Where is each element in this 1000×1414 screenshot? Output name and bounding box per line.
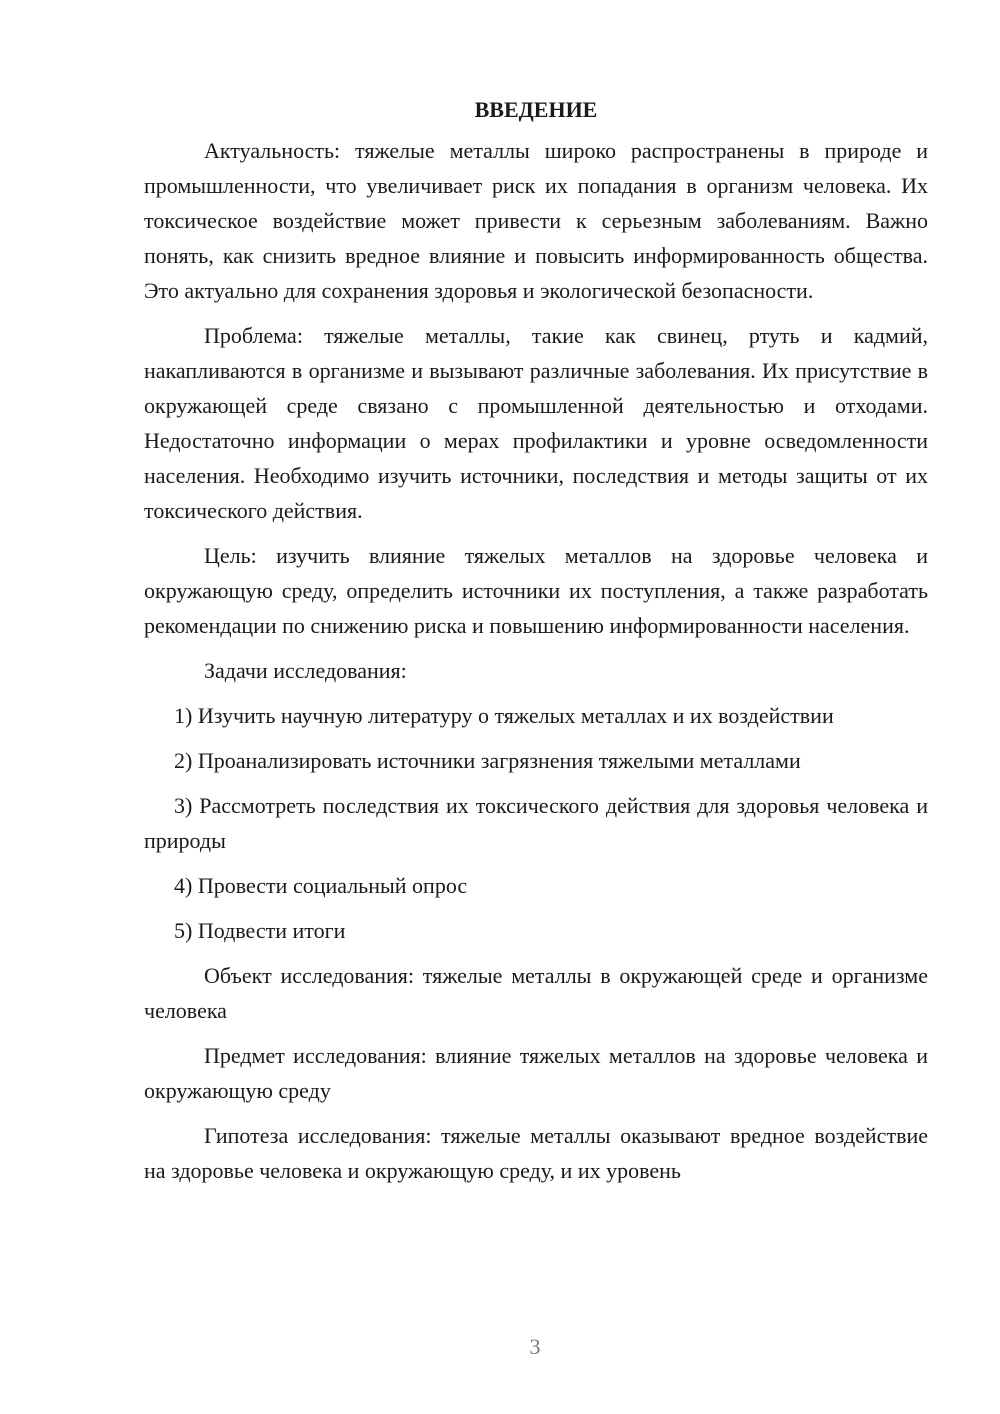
task-item: 1) Изучить научную литературу о тяжелых металлах и их воздействии bbox=[174, 703, 834, 728]
section-heading: ВВЕДЕНИЕ bbox=[474, 97, 598, 122]
task-item: 4) Провести социальный опрос bbox=[174, 873, 468, 898]
object-paragraph: Объект исследования: тяжелые металлы в окружающей среде и организме человека bbox=[144, 963, 928, 1023]
document-body bbox=[144, 92, 928, 1198]
task-item: 2) Проанализировать источники загрязнения тяжелыми металлами bbox=[174, 748, 801, 773]
goal-paragraph: Цель: изучить влияние тяжелых металлов на здоровье человека и окружающую среду, определить источники их поступления, а также разработать рекомендации по снижению риска и повышению информированности населения. bbox=[144, 543, 928, 638]
page-number: 3 bbox=[529, 1334, 541, 1359]
task-item: 5) Подвести итоги bbox=[174, 918, 346, 943]
tasks-title: Задачи исследования: bbox=[204, 658, 407, 683]
problem-paragraph: Проблема: тяжелые металлы, такие как свинец, ртуть и кадмий, накапливаются в организме и вызывают различные заболевания. Их присутствие в окружающей среде связано с промышленной деятельностью и отходами. Недостаточно информации о мерах профилактики и уровне осведомленности населения. Необходимо изучить источники, последствия и методы защиты от их токсического действия. bbox=[144, 323, 928, 523]
subject-paragraph: Предмет исследования: влияние тяжелых металлов на здоровье человека и окружающую среду bbox=[144, 1043, 928, 1103]
hypothesis-paragraph: Гипотеза исследования: тяжелые металлы оказывают вредное воздействие на здоровье человека и окружающую среду, и их уровень bbox=[144, 1123, 928, 1183]
task-item: 3) Рассмотреть последствия их токсического действия для здоровья человека и природы bbox=[144, 793, 928, 853]
relevance-paragraph: Актуальность: тяжелые металлы широко распространены в природе и промышленности, что увеличивает риск их попадания в организм человека. Их токсическое воздействие может привести к серьезным заболеваниям. Важно понять, как снизить вредное влияние и повысить информированность общества. Это актуально для сохранения здоровья и экологической безопасности. bbox=[144, 138, 928, 303]
